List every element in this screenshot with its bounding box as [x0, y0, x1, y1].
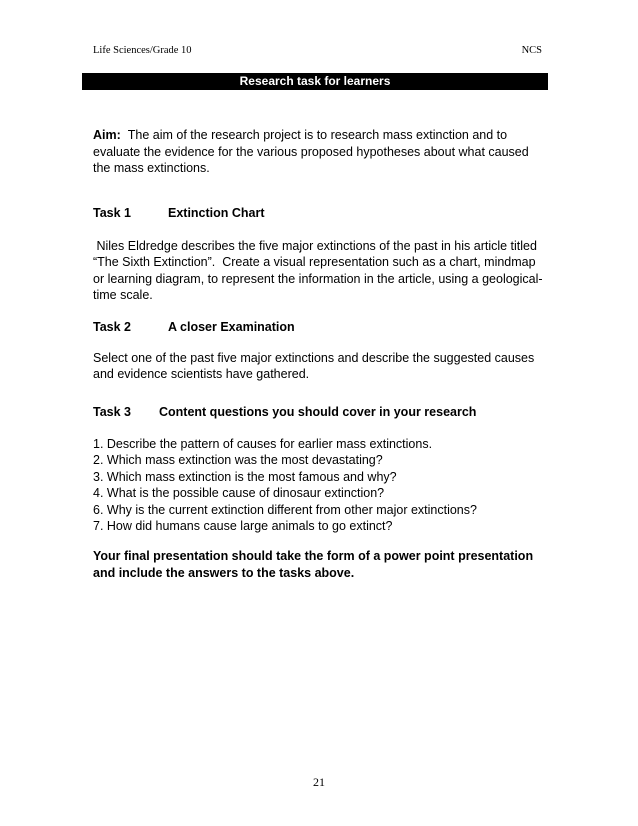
task3-number: Task 3: [93, 405, 131, 419]
question-item: 6. Why is the current extinction different from other major extinctions?: [93, 502, 477, 517]
question-item: 7. How did humans cause large animals to go extinct?: [93, 519, 393, 533]
aim-line: the mass extinctions.: [93, 161, 210, 175]
task1-line: time scale.: [93, 288, 153, 302]
task1-heading: [93, 205, 553, 222]
page-title: Research task for learners: [82, 73, 548, 90]
task1-line: Niles Eldredge describes the five major extinctions of the past in his article titled: [93, 238, 537, 253]
task3-title: Content questions you should cover in your research: [159, 405, 477, 419]
task2-title: A closer Examination: [168, 320, 295, 334]
final-note: [93, 548, 553, 581]
task2-line: and evidence scientists have gathered.: [93, 367, 310, 381]
task1-section: [93, 205, 553, 304]
aim-line: The aim of the research project is to research mass extinction and to: [127, 128, 508, 142]
page-number: 21: [313, 775, 325, 789]
task1-line: or learning diagram, to represent the information in the article, using a geological-: [93, 271, 543, 286]
question-item: 1. Describe the pattern of causes for earlier mass extinctions.: [93, 436, 433, 451]
question-item: 3. Which mass extinction is the most famous and why?: [93, 469, 397, 484]
question-item: 4. What is the possible cause of dinosaur extinction?: [93, 486, 385, 500]
task1-number: Task 1: [93, 206, 131, 220]
final-line: Your final presentation should take the form of a power point presentation: [93, 549, 534, 563]
question-item: 2. Which mass extinction was the most devastating?: [93, 453, 383, 467]
header-ncs: NCS: [521, 45, 542, 56]
task3-heading: [93, 404, 553, 421]
aim-section: [93, 127, 553, 177]
header-subject: Life Sciences/Grade 10: [93, 45, 192, 56]
task3-section: [93, 404, 553, 535]
task2-number: Task 2: [93, 320, 131, 334]
aim-line: evaluate the evidence for the various proposed hypotheses about what caused: [93, 144, 529, 159]
final-line: and include the answers to the tasks above.: [93, 565, 355, 580]
task1-line: “The Sixth Extinction”. Create a visual representation such as a chart, mindmap: [93, 255, 536, 269]
task1-title: Extinction Chart: [168, 206, 265, 220]
task2-heading: [93, 319, 553, 336]
task2-section: [93, 319, 553, 383]
task2-line: Select one of the past five major extinctions and describe the suggested causes: [93, 350, 535, 365]
aim-label: Aim:: [93, 128, 121, 142]
